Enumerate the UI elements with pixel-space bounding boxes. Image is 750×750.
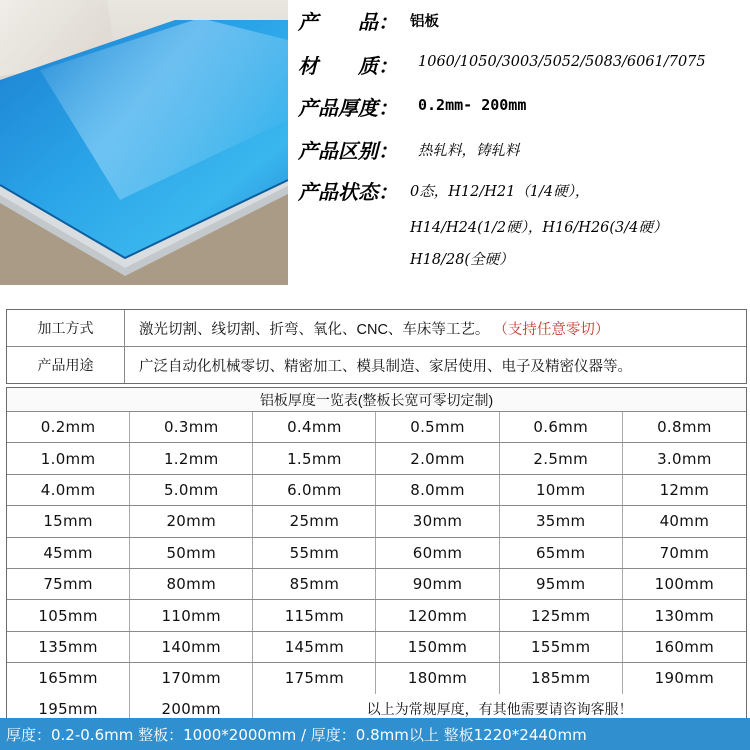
thickness-row xyxy=(7,538,746,569)
thickness-cell: 145mm xyxy=(253,632,376,662)
thickness-cell: 6.0mm xyxy=(253,475,376,505)
thickness-cell: 110mm xyxy=(130,600,253,630)
thickness-cell: 95mm xyxy=(500,569,623,599)
thickness-cell: 15mm xyxy=(7,506,130,536)
thickness-cell: 55mm xyxy=(253,538,376,568)
thickness-cell: 85mm xyxy=(253,569,376,599)
spec-thickness-value: 0.2mm- 200mm xyxy=(418,96,527,114)
info-row-usage xyxy=(7,346,746,383)
thickness-cell: 135mm xyxy=(7,632,130,662)
spec-thickness-label: 产品厚度： xyxy=(298,96,398,120)
thickness-table xyxy=(6,387,747,725)
thickness-cell: 170mm xyxy=(130,663,253,693)
thickness-cell: 4.0mm xyxy=(7,475,130,505)
thickness-cell: 5.0mm xyxy=(130,475,253,505)
thickness-note: 以上为常规厚度，有其他需要请咨询客服！ xyxy=(253,694,746,724)
thickness-cell: 130mm xyxy=(623,600,746,630)
thickness-table-body xyxy=(7,412,746,694)
thickness-cell: 25mm xyxy=(253,506,376,536)
usage-label: 产品用途 xyxy=(7,347,125,383)
thickness-cell: 2.5mm xyxy=(500,443,623,473)
usage-value: 广泛自动化机械零切、精密加工、模具制造、家居使用、电子及精密仪器等。 xyxy=(139,358,632,375)
thickness-cell: 60mm xyxy=(376,538,499,568)
thickness-cell: 195mm xyxy=(7,694,130,724)
thickness-row xyxy=(7,569,746,600)
thickness-cell: 70mm xyxy=(623,538,746,568)
thickness-cell: 0.3mm xyxy=(130,412,253,442)
thickness-row xyxy=(7,506,746,537)
info-table xyxy=(6,309,747,384)
thickness-cell: 165mm xyxy=(7,663,130,693)
thickness-cell: 175mm xyxy=(253,663,376,693)
thickness-cell: 8.0mm xyxy=(376,475,499,505)
processing-note: （支持任意零切） xyxy=(493,321,610,338)
thickness-row xyxy=(7,632,746,663)
processing-value: 激光切割、线切割、折弯、氧化、CNC、车床等工艺。 xyxy=(139,321,490,338)
footer-bar xyxy=(0,718,750,750)
thickness-row xyxy=(7,663,746,693)
spec-product-label: 产 品： xyxy=(298,10,398,34)
thickness-cell: 115mm xyxy=(253,600,376,630)
thickness-cell: 20mm xyxy=(130,506,253,536)
thickness-cell: 200mm xyxy=(130,694,253,724)
footer-text: 厚度：0.2-0.6mm 整板：1000*2000mm / 厚度：0.8mm以上 整板1220*2440mm xyxy=(6,725,587,744)
product-photo xyxy=(0,0,288,285)
processing-label: 加工方式 xyxy=(7,310,125,346)
thickness-cell: 45mm xyxy=(7,538,130,568)
thickness-cell: 75mm xyxy=(7,569,130,599)
thickness-cell: 100mm xyxy=(623,569,746,599)
spec-product-value: 铝板 xyxy=(410,14,439,30)
thickness-cell: 1.5mm xyxy=(253,443,376,473)
spec-state-value: 0态，H12/H21（1/4硬）， xyxy=(410,184,590,200)
thickness-row xyxy=(7,412,746,443)
thickness-cell: 35mm xyxy=(500,506,623,536)
spec-state-label: 产品状态： xyxy=(298,180,398,204)
thickness-cell: 120mm xyxy=(376,600,499,630)
thickness-cell: 3.0mm xyxy=(623,443,746,473)
thickness-cell: 90mm xyxy=(376,569,499,599)
thickness-cell: 30mm xyxy=(376,506,499,536)
processing-value-cell xyxy=(125,310,746,346)
spec-difference-label: 产品区别： xyxy=(298,139,398,163)
thickness-cell: 0.5mm xyxy=(376,412,499,442)
thickness-cell: 190mm xyxy=(623,663,746,693)
thickness-cell: 50mm xyxy=(130,538,253,568)
aluminum-sheet-illustration xyxy=(0,0,288,285)
thickness-cell: 0.8mm xyxy=(623,412,746,442)
thickness-row xyxy=(7,475,746,506)
thickness-cell: 150mm xyxy=(376,632,499,662)
thickness-cell: 105mm xyxy=(7,600,130,630)
thickness-cell: 10mm xyxy=(500,475,623,505)
spec-state-cont-1: H14/H24(1/2硬），H16/H26(3/4硬） xyxy=(410,220,668,236)
thickness-cell: 1.2mm xyxy=(130,443,253,473)
spec-difference-value: 热轧料，铸轧料 xyxy=(418,143,520,159)
thickness-table-title: 铝板厚度一览表(整板长宽可零切定制) xyxy=(7,388,746,412)
thickness-cell: 155mm xyxy=(500,632,623,662)
thickness-cell: 2.0mm xyxy=(376,443,499,473)
spec-material-label: 材 质： xyxy=(298,54,398,78)
thickness-cell: 40mm xyxy=(623,506,746,536)
thickness-cell: 0.4mm xyxy=(253,412,376,442)
thickness-cell: 185mm xyxy=(500,663,623,693)
thickness-cell: 1.0mm xyxy=(7,443,130,473)
spec-material-value: 1060/1050/3003/5052/5083/6061/7075 xyxy=(418,54,706,70)
thickness-cell: 140mm xyxy=(130,632,253,662)
thickness-cell: 160mm xyxy=(623,632,746,662)
thickness-row xyxy=(7,443,746,474)
thickness-cell: 12mm xyxy=(623,475,746,505)
thickness-cell: 80mm xyxy=(130,569,253,599)
thickness-cell: 65mm xyxy=(500,538,623,568)
thickness-cell: 0.6mm xyxy=(500,412,623,442)
info-row-processing xyxy=(7,310,746,346)
thickness-cell: 180mm xyxy=(376,663,499,693)
thickness-cell: 0.2mm xyxy=(7,412,130,442)
thickness-cell: 125mm xyxy=(500,600,623,630)
spec-state-cont-2: H18/28(全硬） xyxy=(410,252,514,268)
thickness-row xyxy=(7,600,746,631)
